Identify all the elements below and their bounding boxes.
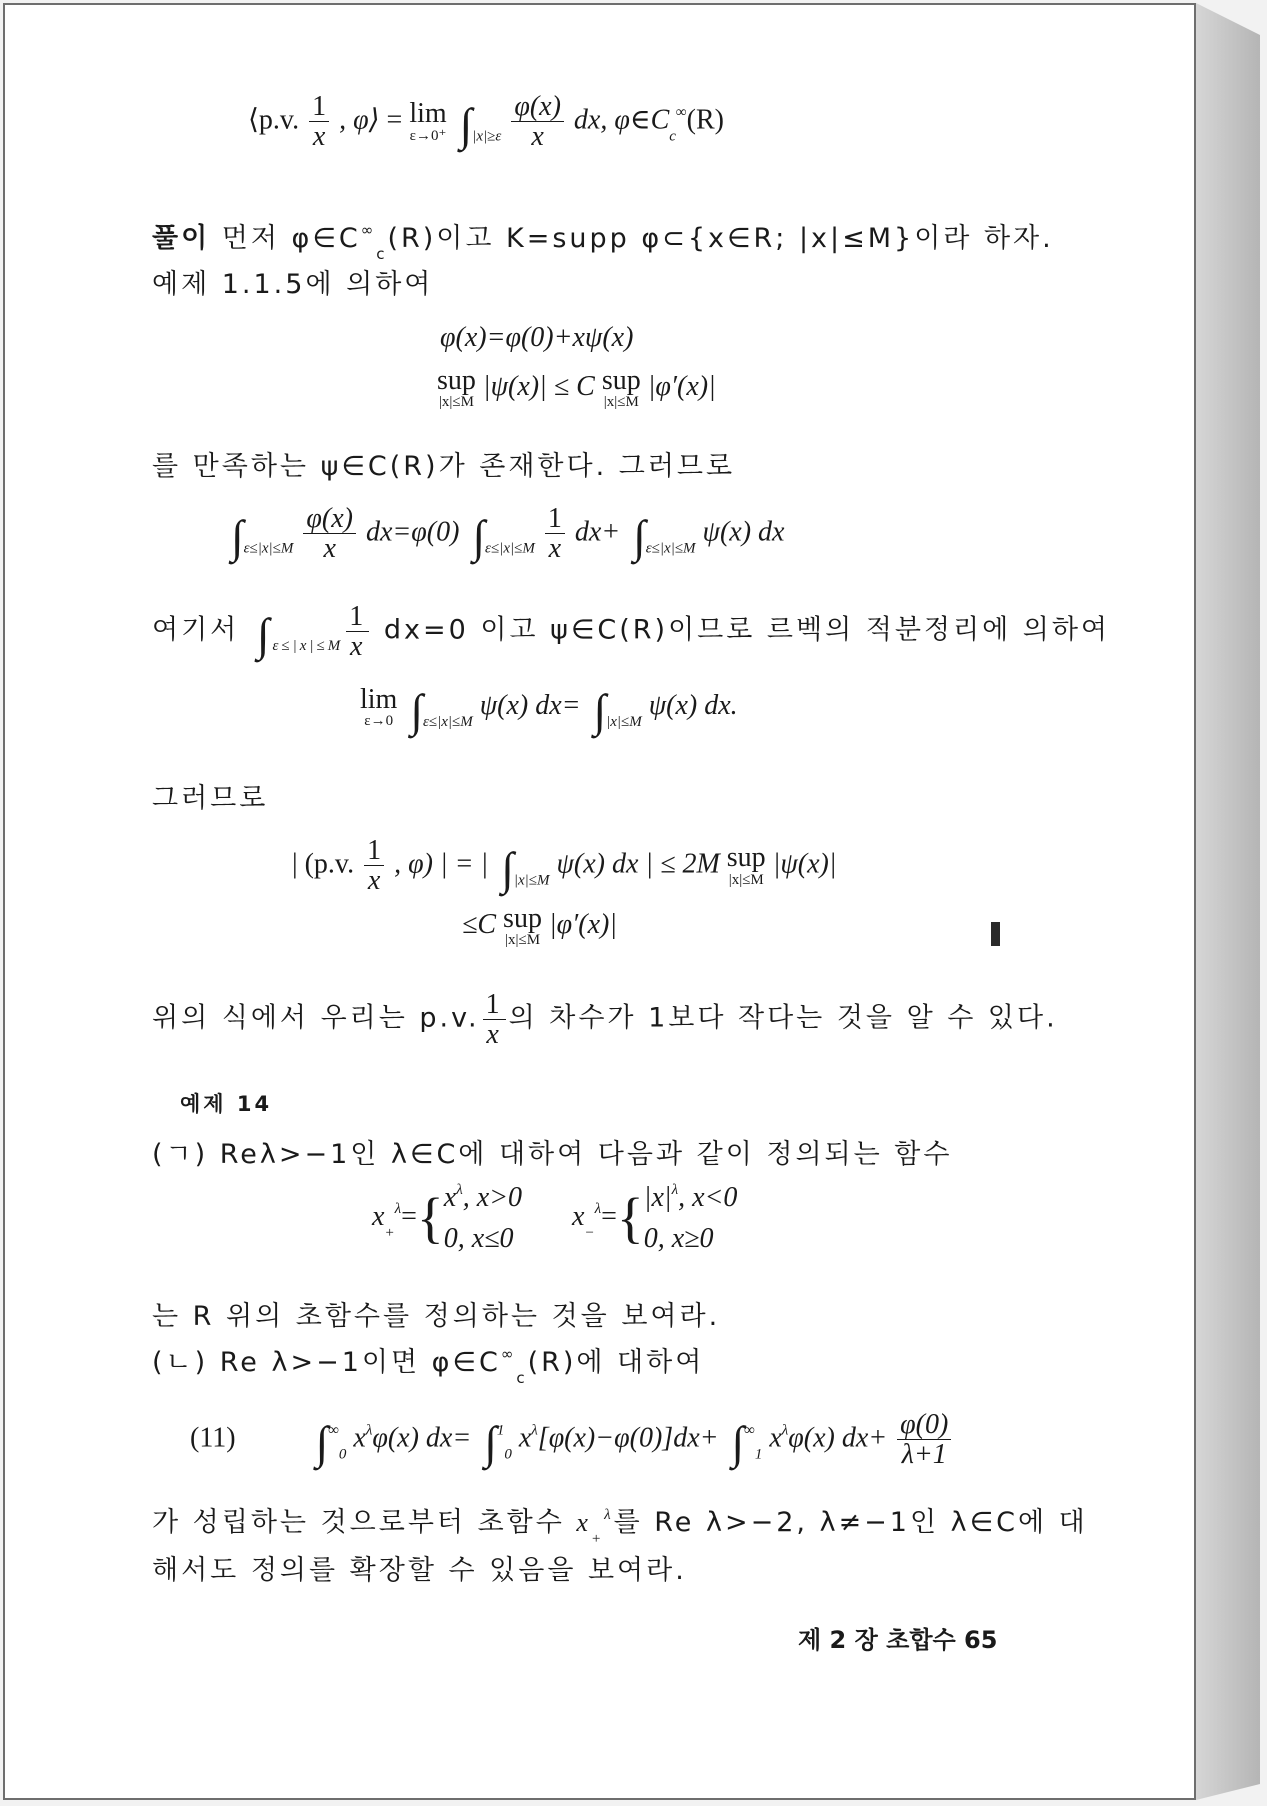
limit: lim ε→0⁺ bbox=[409, 98, 447, 144]
example-conclusion-1: 가 성립하는 것으로부터 초함수 $x_+^\lambda$를 Re λ>−2, λ≠−1인 λ∈C에 대 bbox=[152, 1507, 1088, 1547]
solution-heading: 풀이 bbox=[152, 223, 211, 254]
example-part-b: (ㄴ) Re λ>−1이면 $\varphi\in C^\infty_c(R)$에 대하여 bbox=[152, 1345, 705, 1387]
equation-limit: lim ε→0 $\int_{\varepsilon\le|x|\le M}$ ψ(x) $dx= \int_{|x|\le M}$ ψ(x) dx. bbox=[360, 684, 738, 736]
example-part-a: (ㄱ) Reλ>−1인 λ∈C에 대하여 다음과 같이 정의되는 함수 bbox=[152, 1139, 953, 1170]
equation-number: (11) bbox=[190, 1422, 236, 1454]
example-part-a-end: 는 R 위의 초함수를 정의하는 것을 보여라. bbox=[152, 1301, 721, 1332]
equation-pv-definition: ⟨p.v. $\frac{1}{x}$ , φ⟩ = lim ε→0⁺ $\int_{|x|\ge\varepsilon}$ $\frac{\varphi(x)}{x}$ dx, $\varphi\in C_c^\infty(R)$ bbox=[248, 91, 724, 153]
equation-x-minus: $x_-^\lambda=${ $|x|^\lambda$, x<0 0, x≥0 bbox=[572, 1182, 738, 1254]
pv-lhs: ⟨p.v. bbox=[248, 104, 300, 136]
example-label: 예제 14 bbox=[180, 1092, 273, 1116]
equation-split-integral: $\int_{\varepsilon\le|x|\le M}$ $\frac{\varphi(x)}{x}$ dx=φ(0) $\int_{\varepsilon\le|x|\le M}$ $\frac{1}{x}$ $dx+ \int_{\varepsilon\le|x|\le M}$ ψ(x) dx bbox=[231, 503, 785, 565]
equation-11: (11) $\int^\infty_0$ $x^\lambda\varphi(x)$ dx= ∫$^1_0$ $x^\lambda[\varphi(x)-\varphi(0)]dx+ \int^\infty_1$ $x^\lambda\varphi(x)$ dx+ $\frac{\varphi(0)}{\lambda+1}$ bbox=[190, 1410, 954, 1470]
margin-marker bbox=[991, 922, 1000, 946]
equation-decomposition: φ(x)=φ(0)+xψ(x) bbox=[440, 322, 634, 353]
solution-line-1: 풀이 먼저 $\varphi\in C^\infty_c(R)$이고 K=supp φ⊂{x∈R; |x|≤M}이라 하자. bbox=[152, 221, 1054, 263]
paragraph-exists: 를 만족하는 ψ∈C(R)가 존재한다. 그러므로 bbox=[152, 451, 736, 482]
equation-sup-bound: sup |x|≤M |ψ(x)| ≤ C sup |x|≤M |φ′(x)| bbox=[437, 365, 716, 411]
equation-bound-line-2: ≤C sup |x|≤M |φ′(x)| bbox=[462, 903, 618, 949]
integral-sign: ∫ bbox=[459, 99, 473, 151]
example-conclusion-2: 해서도 정의를 확장할 수 있음을 보여라. bbox=[152, 1555, 687, 1586]
paragraph-order: 위의 식에서 우리는 p.v. $\frac{1}{x}$ 의 차수가 1보다 작다는 것을 알 수 있다. bbox=[152, 989, 1058, 1051]
page-footer: 제 2 장 초합수 65 bbox=[798, 1626, 998, 1654]
equation-x-plus: $x_+^\lambda=${ $x^\lambda$, x>0 0, x≤0 bbox=[372, 1182, 523, 1254]
equation-bound: | (p.v. $\frac{1}{x}$ , φ) | = | $\int_{|x|\le M}$ ψ(x) dx | ≤ 2M sup |x|≤M |ψ(x)| bbox=[292, 835, 837, 897]
fraction: $\frac{1}{x}$ bbox=[309, 92, 329, 152]
solution-line-2: 예제 1.1.5에 의하여 bbox=[152, 269, 434, 300]
book-spine bbox=[1196, 3, 1260, 1800]
paragraph-therefore: 그러므로 bbox=[152, 783, 269, 814]
fraction: $\frac{\varphi(x)}{x}$ bbox=[511, 92, 564, 152]
paragraph-lebesgue: 여기서 $\int_{\varepsilon\le|x|\le M}$ $\frac{1}{x}$ dx=0 이고 ψ∈C(R)이므로 르벡의 적분정리에 의하여 bbox=[152, 601, 1110, 663]
